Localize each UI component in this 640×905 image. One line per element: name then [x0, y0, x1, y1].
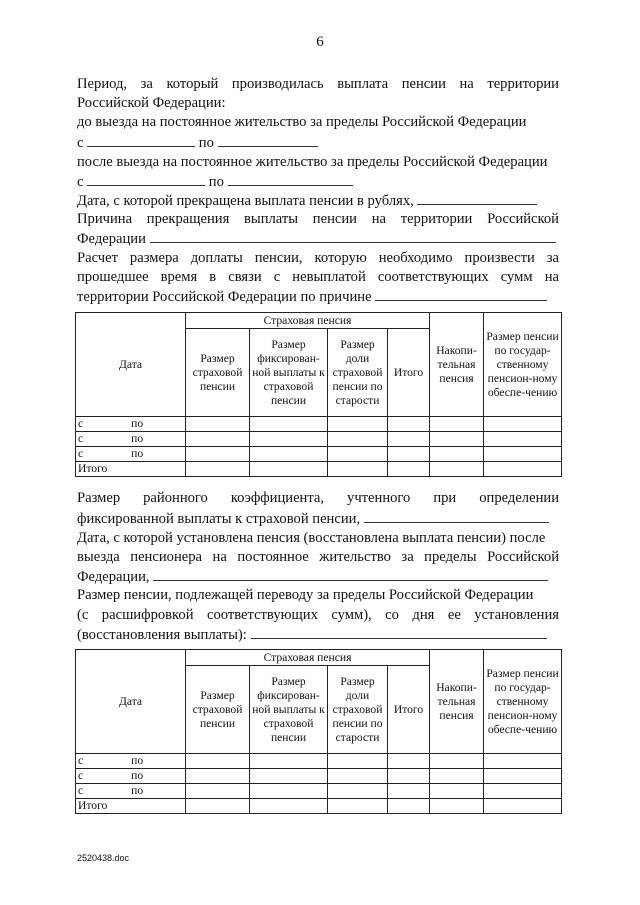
estab-label: Федерации,	[77, 569, 150, 585]
header-fixed-payment: Размер фиксирован-ной выплаты к страховой пенсии	[250, 666, 328, 754]
before-departure-label: до выезда на постоянное жительство за пределы Российской Федерации	[77, 114, 527, 130]
after-departure-dates	[77, 172, 559, 192]
table-total-row	[76, 799, 562, 814]
transfer-line-3	[77, 625, 559, 645]
estab-line-2: выезда пенсионера на постоянное жительство за пределы Российской	[77, 549, 559, 565]
stop-date-field[interactable]	[417, 191, 537, 205]
to-date-field[interactable]	[228, 172, 353, 186]
transfer-line-2: (с расшифровкой соответствующих сумм), со дня ее установления	[77, 607, 559, 623]
header-date: Дата	[76, 650, 186, 754]
row-total-label: Итого	[76, 799, 186, 814]
header-date: Дата	[76, 313, 186, 417]
from-label: с	[77, 135, 84, 151]
header-total: Итого	[388, 666, 430, 754]
table-row	[76, 769, 562, 784]
row-total-label: Итого	[76, 462, 186, 477]
calc-reason-field[interactable]	[375, 287, 547, 301]
table-row	[76, 784, 562, 799]
estab-line-3	[77, 567, 559, 587]
from-date-field[interactable]	[87, 172, 205, 186]
estab-field[interactable]	[153, 567, 548, 581]
pension-table-2	[75, 649, 562, 814]
reason-field[interactable]	[150, 229, 556, 243]
row-period[interactable]: с по	[76, 769, 186, 784]
header-old-age-share: Размер доли страховой пенсии по старости	[328, 329, 388, 417]
table-row	[76, 417, 562, 432]
pension-table-1	[75, 312, 562, 477]
reason-label: Федерации	[77, 231, 146, 247]
estab-line: Дата, с которой установлена пенсия (восстановлена выплата пенсии) после	[77, 530, 546, 546]
to-label: по	[198, 135, 214, 151]
header-old-age-share: Размер доли страховой пенсии по старости	[328, 666, 388, 754]
header-funded: Накопи-тельная пенсия	[430, 650, 484, 754]
coef-line: Размер районного коэффициента, учтенного при определении	[77, 490, 559, 506]
header-insurance-size: Размер страховой пенсии	[186, 329, 250, 417]
table-row	[76, 432, 562, 447]
from-date-field[interactable]	[87, 133, 195, 147]
calc-reason-label: территории Российской Федерации по причине	[77, 289, 372, 305]
after-departure-label: после выезда на постоянное жительство за пределы Российской Федерации	[77, 154, 548, 170]
stop-date-label: Дата, с которой прекращена выплата пенсии в рублях,	[77, 193, 414, 209]
header-state: Размер пенсии по государ-ственному пенсион-ному обеспе-чению	[484, 650, 562, 754]
calc-line: Расчет размера доплаты пенсии, которую необходимо произвести за	[77, 250, 559, 266]
to-date-field[interactable]	[218, 133, 318, 147]
row-period[interactable]: с по	[76, 417, 186, 432]
transfer-field[interactable]	[251, 625, 547, 639]
period-line-2: Российской Федерации:	[77, 95, 226, 111]
coef-label: фиксированной выплаты к страховой пенсии,	[77, 511, 361, 527]
header-insurance-size: Размер страховой пенсии	[186, 666, 250, 754]
header-insurance-group: Страховая пенсия	[186, 650, 430, 666]
header-total: Итого	[388, 329, 430, 417]
transfer-line: Размер пенсии, подлежащей переводу за пределы Российской Федерации	[77, 587, 534, 603]
row-period[interactable]: с по	[76, 784, 186, 799]
page-number: 6	[316, 34, 324, 50]
header-fixed-payment: Размер фиксирован-ной выплаты к страховой пенсии	[250, 329, 328, 417]
coef-line-2	[77, 509, 559, 529]
row-period[interactable]: с по	[76, 754, 186, 769]
calc-line-2: прошедшее время в связи с невыплатой соответствующих сумм на	[77, 269, 559, 285]
row-period[interactable]: с по	[76, 432, 186, 447]
reason-line: Причина прекращения выплаты пенсии на территории Российской	[77, 211, 559, 227]
transfer-label: (восстановления выплаты):	[77, 627, 247, 643]
from-label: с	[77, 174, 84, 190]
reason-line-2	[77, 229, 559, 249]
calc-line-3	[77, 287, 559, 307]
to-label: по	[208, 174, 224, 190]
table-total-row	[76, 462, 562, 477]
header-insurance-group: Страховая пенсия	[186, 313, 430, 329]
stop-date-line	[77, 191, 559, 211]
file-name-footer: 2520438.doc	[77, 853, 130, 863]
row-period[interactable]: с по	[76, 447, 186, 462]
coef-field[interactable]	[364, 509, 549, 523]
header-state: Размер пенсии по государ-ственному пенсион-ному обеспе-чению	[484, 313, 562, 417]
header-funded: Накопи-тельная пенсия	[430, 313, 484, 417]
table-row	[76, 447, 562, 462]
period-line: Период, за который производилась выплата пенсии на территории	[77, 76, 559, 92]
before-departure-dates	[77, 133, 559, 153]
table-row	[76, 754, 562, 769]
